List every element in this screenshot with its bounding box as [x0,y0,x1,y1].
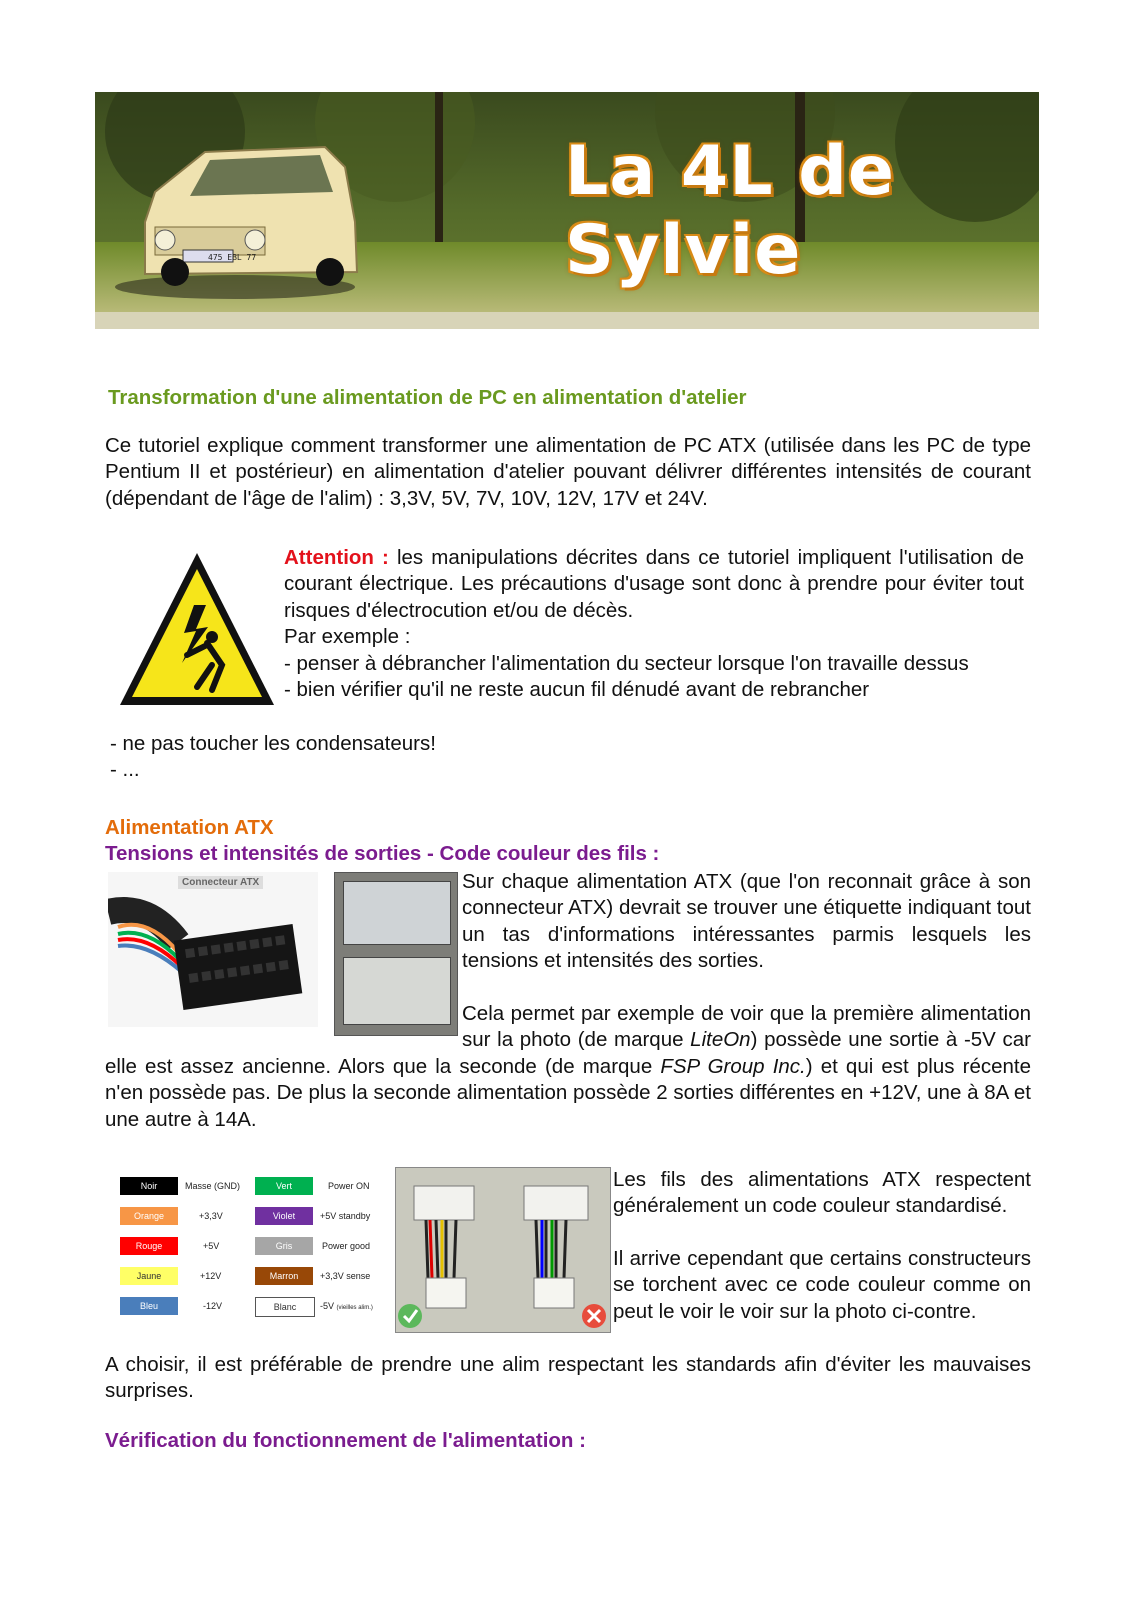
warning-example-intro: Par exemple : [284,625,411,649]
connector-label: Connecteur ATX [178,876,263,889]
wire-function: Masse (GND) [185,1181,241,1191]
wire-comparison-photo [395,1167,611,1333]
wire-advice-paragraph: A choisir, il est préférable de prendre une alim respectant les standards afin d'éviter les mauvaises surprises. [105,1353,1031,1403]
wire-color-chip: Noir [120,1177,178,1195]
warning-label: Attention : [284,546,389,569]
warning-sign-image [112,545,282,715]
brand-liteon: LiteOn [690,1028,751,1052]
wire-function: -12V [203,1301,223,1311]
warning-block [284,545,1024,703]
header-banner [95,92,1039,329]
wire-standard-paragraph: Les fils des alimentations ATX respectent généralement un code couleur standardisé. [613,1168,1031,1218]
wire-color-chip: Bleu [120,1297,178,1315]
site-title: La 4L de Sylvie [565,132,896,290]
wire-color-chip: Jaune [120,1267,178,1285]
wire-color-chip: Marron [255,1267,313,1285]
wire-exception-paragraph: Il arrive cependant que certains constructeurs se torchent avec ce code couleur comme on peut le voir le voir sur la photo ci-contre. [613,1247,1031,1323]
wire-function: Power ON [328,1181,370,1191]
wire-function: -5V (vieilles alim.) [320,1301,373,1311]
warning-item: - bien vérifier qu'il ne reste aucun fil dénudé avant de rebrancher [284,678,870,702]
atx-label-paragraph: Sur chaque alimentation ATX (que l'on reconnait grâce à son connecteur ATX) devrait se trouver une étiquette indiquant tout un tas d'informations intéressantes parmis lesquels les tensions et intensités des sorties. [462,870,1031,973]
warning-item: - ne pas toucher les condensateurs! [110,732,436,755]
electric-hazard-icon [112,545,282,715]
wire-color-chip: Rouge [120,1237,178,1255]
intro-paragraph: Ce tutoriel explique comment transformer une alimentation de PC ATX (utilisée dans les PC de type Pentium II et postérieur) en alimentation d'atelier pouvant délivrer différentes intensités de courant (dépendant de l'âge de l'alim) : 3,3V, 5V, 7V, 10V, 12V, 17V et 24V. [105,434,1031,510]
wire-color-chip: Blanc [255,1297,315,1317]
wire-color-chip: Vert [255,1177,313,1195]
warning-item: - penser à débrancher l'alimentation du secteur lorsque l'on travaille dessus [284,651,969,675]
wire-function: +5V standby [320,1211,371,1221]
section-heading-verification: Vérification du fonctionnement de l'alimentation : [105,1429,586,1452]
section-heading-atx: Alimentation ATX [105,816,274,839]
wire-function: Power good [322,1241,371,1251]
wire-function: +3,3V [199,1211,223,1221]
color-code-table-right [250,1172,390,1332]
warning-item: - ... [110,758,140,781]
wire-color-chip: Gris [255,1237,313,1255]
page-title: Transformation d'une alimentation de PC en alimentation d'atelier [108,386,747,409]
wire-color-chip: Orange [120,1207,178,1225]
wire-function: +12V [200,1271,222,1281]
wire-function: +3,3V sense [320,1271,371,1281]
atx-brands-paragraph: Cela permet par exemple de voir que la première alimentation sur la photo (de marque LiteOn) possède une sortie à -5V car elle est assez ancienne. Alors que la seconde (de marque FSP Group Inc.) et qui est plus récente n'en possède pas. De plus la seconde alimentation possède 2 sorties différentes en +12V, une à 8A et une autre à 14A. [105,1002,1031,1131]
wire-color-chip: Violet [255,1207,313,1225]
section-subheading-voltages: Tensions et intensités de sorties - Code couleur des fils : [105,842,660,865]
wire-function: +5V [203,1241,220,1251]
brand-fsp: FSP Group Inc. [660,1054,806,1078]
warning-text: les manipulations décrites dans ce tutoriel impliquent l'utilisation de courant électrique. Les précautions d'usage sont donc à prendre pour éviter tout risques d'électrocution et/ou de décès. [284,546,1024,622]
license-plate: 475 EBL 77 [208,253,257,262]
